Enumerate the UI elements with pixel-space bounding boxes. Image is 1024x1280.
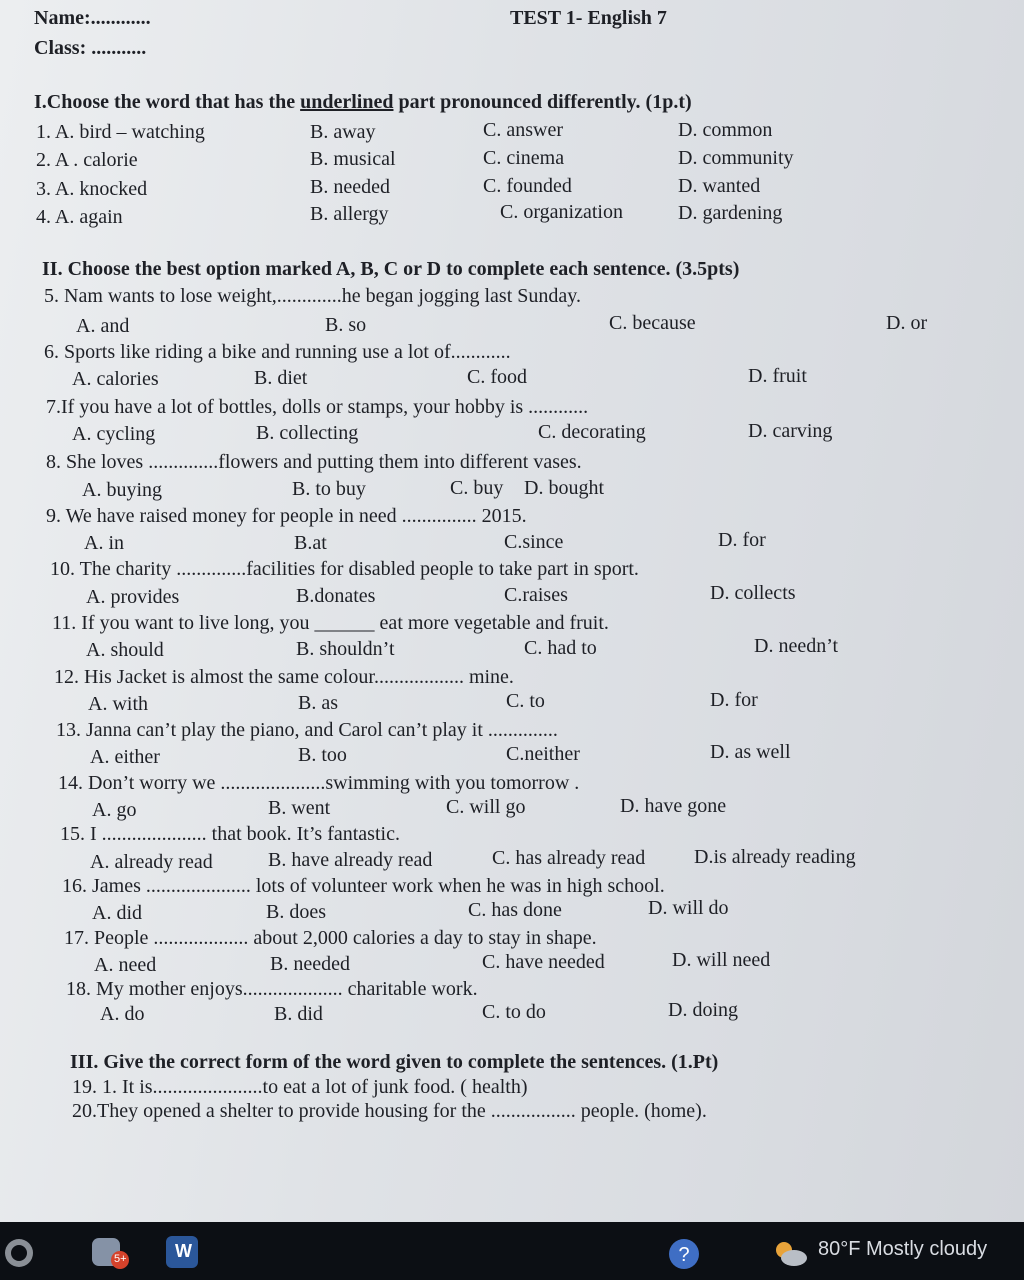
section1-title bbox=[34, 90, 692, 114]
option-d: D. gardening bbox=[678, 202, 783, 224]
option-d: D. common bbox=[678, 119, 773, 141]
option-a: A. did bbox=[92, 902, 142, 924]
option-c: C. decorating bbox=[538, 421, 646, 443]
option-d: D. will need bbox=[672, 949, 771, 971]
option-b: B. to buy bbox=[292, 478, 366, 500]
svg-text:?: ? bbox=[678, 1244, 690, 1266]
question-13: 13. Janna can’t play the piano, and Carol can’t play it .............. bbox=[56, 719, 558, 741]
option-a: A. provides bbox=[86, 586, 180, 608]
help-icon bbox=[666, 1236, 702, 1272]
option-a: 4. A. again bbox=[36, 206, 123, 228]
option-c: C. has done bbox=[468, 899, 562, 921]
option-b: B. as bbox=[298, 692, 338, 714]
option-b: B. needed bbox=[270, 953, 350, 975]
option-c: C. have needed bbox=[482, 951, 605, 973]
option-d: D. fruit bbox=[748, 365, 807, 387]
option-b: B. have already read bbox=[268, 849, 433, 871]
cloudy-weather-icon bbox=[770, 1236, 810, 1270]
question-5: 5. Nam wants to lose weight,.............he began jogging last Sunday. bbox=[44, 285, 581, 307]
option-b: B. so bbox=[325, 314, 367, 336]
test-title: TEST 1- English 7 bbox=[510, 7, 667, 29]
question-9: 9. We have raised money for people in need ............... 2015. bbox=[46, 505, 527, 527]
option-a: A. calories bbox=[72, 368, 159, 390]
option-c: C. cinema bbox=[483, 147, 565, 169]
option-c: C. has already read bbox=[492, 847, 646, 869]
option-a: A. cycling bbox=[72, 423, 156, 445]
question-18: 18. My mother enjoys.................... charitable work. bbox=[66, 978, 478, 1000]
question-16: 16. James ..................... lots of volunteer work when he was in high school. bbox=[62, 875, 665, 897]
name-label: Name:............ bbox=[34, 7, 151, 29]
word-app-button[interactable] bbox=[166, 1236, 198, 1268]
option-a: 3. A. knocked bbox=[36, 178, 148, 200]
option-c: C. buy bbox=[450, 477, 504, 499]
option-d: D. have gone bbox=[620, 795, 727, 817]
option-c: C. had to bbox=[524, 637, 597, 659]
option-c: C. will go bbox=[446, 796, 526, 818]
option-a: 1. A. bird – watching bbox=[36, 121, 205, 143]
option-b: B.at bbox=[294, 532, 327, 554]
option-a: A. do bbox=[100, 1003, 145, 1025]
section1-title-suffix: part pronounced differently. (1p.t) bbox=[393, 91, 692, 113]
help-button[interactable] bbox=[666, 1236, 698, 1268]
option-d: D. for bbox=[718, 529, 766, 551]
option-c: C. answer bbox=[483, 119, 563, 141]
question-6: 6. Sports like riding a bike and running use a lot of............ bbox=[44, 341, 511, 363]
start-button[interactable] bbox=[2, 1236, 34, 1268]
taskbar bbox=[0, 1222, 1024, 1280]
option-d: D. as well bbox=[710, 741, 791, 763]
option-d: D. or bbox=[886, 312, 928, 334]
option-b: B. needed bbox=[310, 176, 390, 198]
option-c: C. to bbox=[506, 690, 545, 712]
option-b: B. musical bbox=[310, 148, 396, 170]
option-c: C.raises bbox=[504, 584, 568, 606]
question-12: 12. His Jacket is almost the same colour.................. mine. bbox=[54, 666, 514, 688]
option-d: D. needn’t bbox=[754, 635, 839, 657]
option-b: B. away bbox=[310, 121, 376, 143]
option-a: A. in bbox=[84, 532, 124, 554]
class-label: Class: ........... bbox=[34, 37, 147, 59]
question-15: 15. I ..................... that book. It’s fantastic. bbox=[60, 823, 400, 845]
question-14: 14. Don’t worry we .....................swimming with you tomorrow . bbox=[58, 772, 580, 794]
weather-text[interactable]: 80°F Mostly cloudy bbox=[818, 1238, 988, 1260]
option-b: B. went bbox=[268, 797, 331, 819]
option-b: B. collecting bbox=[256, 422, 359, 444]
option-d: D. bought bbox=[524, 477, 604, 499]
option-d: D. community bbox=[678, 147, 794, 169]
app-circle-icon bbox=[2, 1236, 36, 1270]
option-a: A. either bbox=[90, 746, 160, 768]
question-19: 19. 1. It is......................to eat a lot of junk food. ( health) bbox=[72, 1076, 528, 1098]
option-b: B. shouldn’t bbox=[296, 638, 395, 660]
option-b: B. does bbox=[266, 901, 326, 923]
option-b: B. diet bbox=[254, 367, 308, 389]
option-a: A. already read bbox=[90, 851, 213, 873]
option-d: D. doing bbox=[668, 999, 738, 1021]
notification-badge: 5+ bbox=[114, 1253, 127, 1265]
option-d: D. collects bbox=[710, 582, 796, 604]
option-c: C. food bbox=[467, 366, 527, 388]
section1-title-prefix: I.Choose the word that has the bbox=[34, 91, 301, 113]
question-7: 7.If you have a lot of bottles, dolls or stamps, your hobby is ............ bbox=[46, 396, 589, 418]
option-d: D. wanted bbox=[678, 175, 761, 197]
option-d: D. for bbox=[710, 689, 758, 711]
option-a: A. need bbox=[94, 954, 157, 976]
question-20: 20.They opened a shelter to provide housing for the ................. people. (home). bbox=[72, 1100, 707, 1122]
option-d: D.is already reading bbox=[694, 846, 856, 868]
option-a: A. should bbox=[86, 639, 164, 661]
option-c: C.since bbox=[504, 531, 564, 553]
option-a: A. with bbox=[88, 693, 148, 715]
option-d: D. will do bbox=[648, 897, 729, 919]
question-8: 8. She loves ..............flowers and putting them into different vases. bbox=[46, 451, 582, 473]
option-a: A. go bbox=[92, 799, 137, 821]
section2-title: II. Choose the best option marked A, B, C or D to complete each sentence. (3.5pts) bbox=[42, 258, 740, 280]
word-icon: W bbox=[175, 1241, 192, 1261]
section1-title-underlined: underlined bbox=[300, 91, 394, 113]
option-c: C. because bbox=[609, 312, 696, 334]
option-a: A. buying bbox=[82, 479, 162, 501]
question-10: 10. The charity ..............facilities for disabled people to take part in sport. bbox=[50, 558, 639, 580]
weather-button[interactable] bbox=[770, 1236, 802, 1268]
option-c: C. to do bbox=[482, 1001, 546, 1023]
question-17: 17. People ................... about 2,000 calories a day to stay in shape. bbox=[64, 927, 597, 949]
question-11: 11. If you want to live long, you ______ eat more vegetable and fruit. bbox=[52, 612, 609, 634]
option-b: B. did bbox=[274, 1003, 323, 1025]
option-c: C. organization bbox=[500, 201, 623, 223]
option-b: B. allergy bbox=[310, 203, 389, 225]
option-d: D. carving bbox=[748, 420, 833, 442]
zalo-app-button[interactable] bbox=[90, 1236, 127, 1268]
option-b: B.donates bbox=[296, 585, 376, 607]
option-a: A. and bbox=[76, 315, 130, 337]
option-b: B. too bbox=[298, 744, 347, 766]
option-c: C.neither bbox=[506, 743, 580, 765]
option-c: C. founded bbox=[483, 175, 572, 197]
section3-title: III. Give the correct form of the word given to complete the sentences. (1.Pt) bbox=[70, 1051, 719, 1073]
option-a: 2. A . calorie bbox=[36, 149, 138, 171]
